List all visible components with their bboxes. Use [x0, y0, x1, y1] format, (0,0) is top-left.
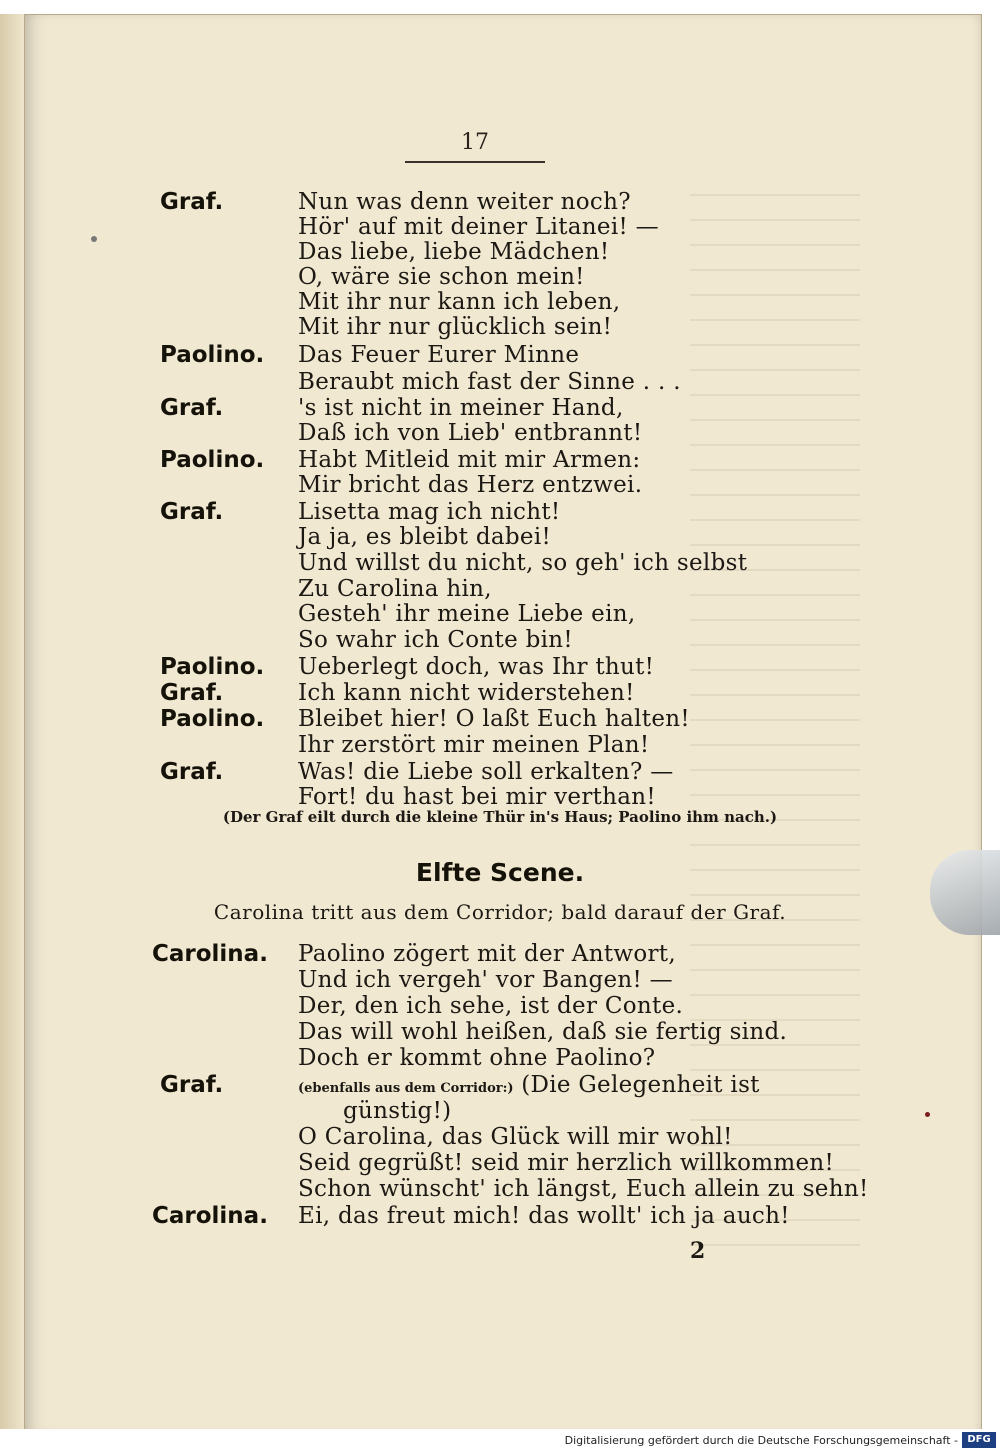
verse-text: Mit ihr nur glücklich sein!: [298, 314, 613, 340]
speaker-name: Graf.: [160, 499, 224, 525]
speaker-name: Graf.: [160, 189, 224, 215]
speaker-name: Paolino.: [160, 654, 265, 680]
verse-text: 's ist nicht in meiner Hand,: [298, 395, 624, 421]
verse-text: günstig!): [343, 1098, 452, 1124]
speaker-name: Paolino.: [160, 706, 265, 732]
dialogue-line: [0, 1150, 1000, 1176]
dialogue-line: [0, 680, 1000, 706]
dialogue-line: [0, 993, 1000, 1019]
header-rule: [405, 161, 545, 163]
dialogue-line: [0, 576, 1000, 602]
verse-text: Zu Carolina hin,: [298, 576, 492, 602]
verse-text: Gesteh' ihr meine Liebe ein,: [298, 601, 636, 627]
speaker-name: Graf.: [160, 759, 224, 785]
verse-text: Und willst du nicht, so geh' ich selbst: [298, 550, 748, 576]
stage-direction: (Der Graf eilt durch die kleine Thür in's Haus; Paolino ihm nach.): [222, 808, 778, 826]
verse-text: Fort! du hast bei mir verthan!: [298, 784, 656, 810]
dialogue-line: [0, 941, 1000, 967]
verse-text: Daß ich von Lieb' entbrannt!: [298, 420, 643, 446]
scene-direction: Carolina tritt aus dem Corridor; bald darauf der Graf.: [213, 900, 787, 924]
verse-text: Das Feuer Eurer Minne: [298, 342, 580, 368]
verse-text: Ueberlegt doch, was Ihr thut!: [298, 654, 655, 680]
aside-direction: (ebenfalls aus dem Corridor:): [298, 1081, 514, 1096]
verse-text: Ich kann nicht widerstehen!: [298, 680, 635, 706]
dialogue-line: [0, 264, 1000, 290]
dialogue-line: [0, 1098, 1000, 1124]
dialogue-line: [0, 967, 1000, 993]
speaker-name: Carolina.: [152, 941, 268, 967]
dialogue-line: [0, 1019, 1000, 1045]
dialogue-line: [0, 1203, 1000, 1229]
dialogue-line: [0, 601, 1000, 627]
verse-text: Hör' auf mit deiner Litanei! —: [298, 214, 659, 240]
verse-text: Ei, das freut mich! das wollt' ich ja auch!: [298, 1203, 790, 1229]
dialogue-line: [0, 289, 1000, 315]
speaker-name: Graf.: [160, 680, 224, 706]
verse-text: Ja ja, es bleibt dabei!: [298, 524, 552, 550]
footer-bar: [0, 1429, 1000, 1453]
verse-text: Bleibet hier! O laßt Euch halten!: [298, 706, 690, 732]
verse-text: Und ich vergeh' vor Bangen! —: [298, 967, 673, 993]
dialogue-line: [0, 342, 1000, 368]
verse-text: Seid gegrüßt! seid mir herzlich willkommen!: [298, 1150, 835, 1176]
dialogue-line: [0, 189, 1000, 215]
dialogue-line: [0, 1072, 1000, 1098]
dialogue-line: [0, 420, 1000, 446]
verse-text: Mit ihr nur kann ich leben,: [298, 289, 621, 315]
verse-text: Das will wohl heißen, daß sie fertig sind.: [298, 1019, 788, 1045]
dialogue-line: [0, 550, 1000, 576]
verse-text: Doch er kommt ohne Paolino?: [298, 1045, 656, 1071]
verse-text: Ihr zerstört mir meinen Plan!: [298, 732, 650, 758]
verse-fragment: (Die Gelegenheit ist: [521, 1072, 760, 1098]
verse-text: Was! die Liebe soll erkalten? —: [298, 759, 674, 785]
dialogue-line: [0, 314, 1000, 340]
speaker-name: Graf.: [160, 395, 224, 421]
verse-text: Mir bricht das Herz entzwei.: [298, 472, 643, 498]
dialogue-line: [0, 395, 1000, 421]
verse-text: O Carolina, das Glück will mir wohl!: [298, 1124, 733, 1150]
dialogue-line: [0, 524, 1000, 550]
verse-text: Das liebe, liebe Mädchen!: [298, 239, 610, 265]
dialogue-line: [0, 1124, 1000, 1150]
verse-text: Beraubt mich fast der Sinne . . .: [298, 369, 681, 395]
dialogue-line: [0, 1176, 1000, 1202]
dialogue-line: [0, 499, 1000, 525]
page-number: 17: [461, 130, 489, 155]
verse-text: Habt Mitleid mit mir Armen:: [298, 447, 641, 473]
speaker-name: Paolino.: [160, 447, 265, 473]
dialogue-line: [0, 759, 1000, 785]
dialogue-line: [0, 239, 1000, 265]
speaker-name: Paolino.: [160, 342, 265, 368]
verse-text: Paolino zögert mit der Antwort,: [298, 941, 676, 967]
dialogue-line: [0, 1045, 1000, 1071]
dfg-logo: DFG: [962, 1432, 996, 1448]
dialogue-line: [0, 369, 1000, 395]
signature-mark: 2: [690, 1238, 706, 1264]
verse-text: O, wäre sie schon mein!: [298, 264, 585, 290]
verse-text: Der, den ich sehe, ist der Conte.: [298, 993, 684, 1019]
dialogue-line: [0, 732, 1000, 758]
verse-text: So wahr ich Conte bin!: [298, 627, 573, 653]
dialogue-line: [0, 706, 1000, 732]
dialogue-line: [0, 447, 1000, 473]
dialogue-line: [0, 214, 1000, 240]
scene-title: Elfte Scene.: [415, 858, 585, 887]
verse-text: Lisetta mag ich nicht!: [298, 499, 561, 525]
dialogue-line: [0, 784, 1000, 810]
footer-credit: Digitalisierung gefördert durch die Deutsche Forschungsgemeinschaft -: [564, 1434, 958, 1447]
verse-text: Schon wünscht' ich längst, Euch allein zu sehn!: [298, 1176, 869, 1202]
dialogue-line: [0, 654, 1000, 680]
verse-text: Nun was denn weiter noch?: [298, 189, 631, 215]
speaker-name: Graf.: [160, 1072, 224, 1098]
speaker-name: Carolina.: [152, 1203, 268, 1229]
dialogue-line: [0, 627, 1000, 653]
dialogue-line: [0, 472, 1000, 498]
